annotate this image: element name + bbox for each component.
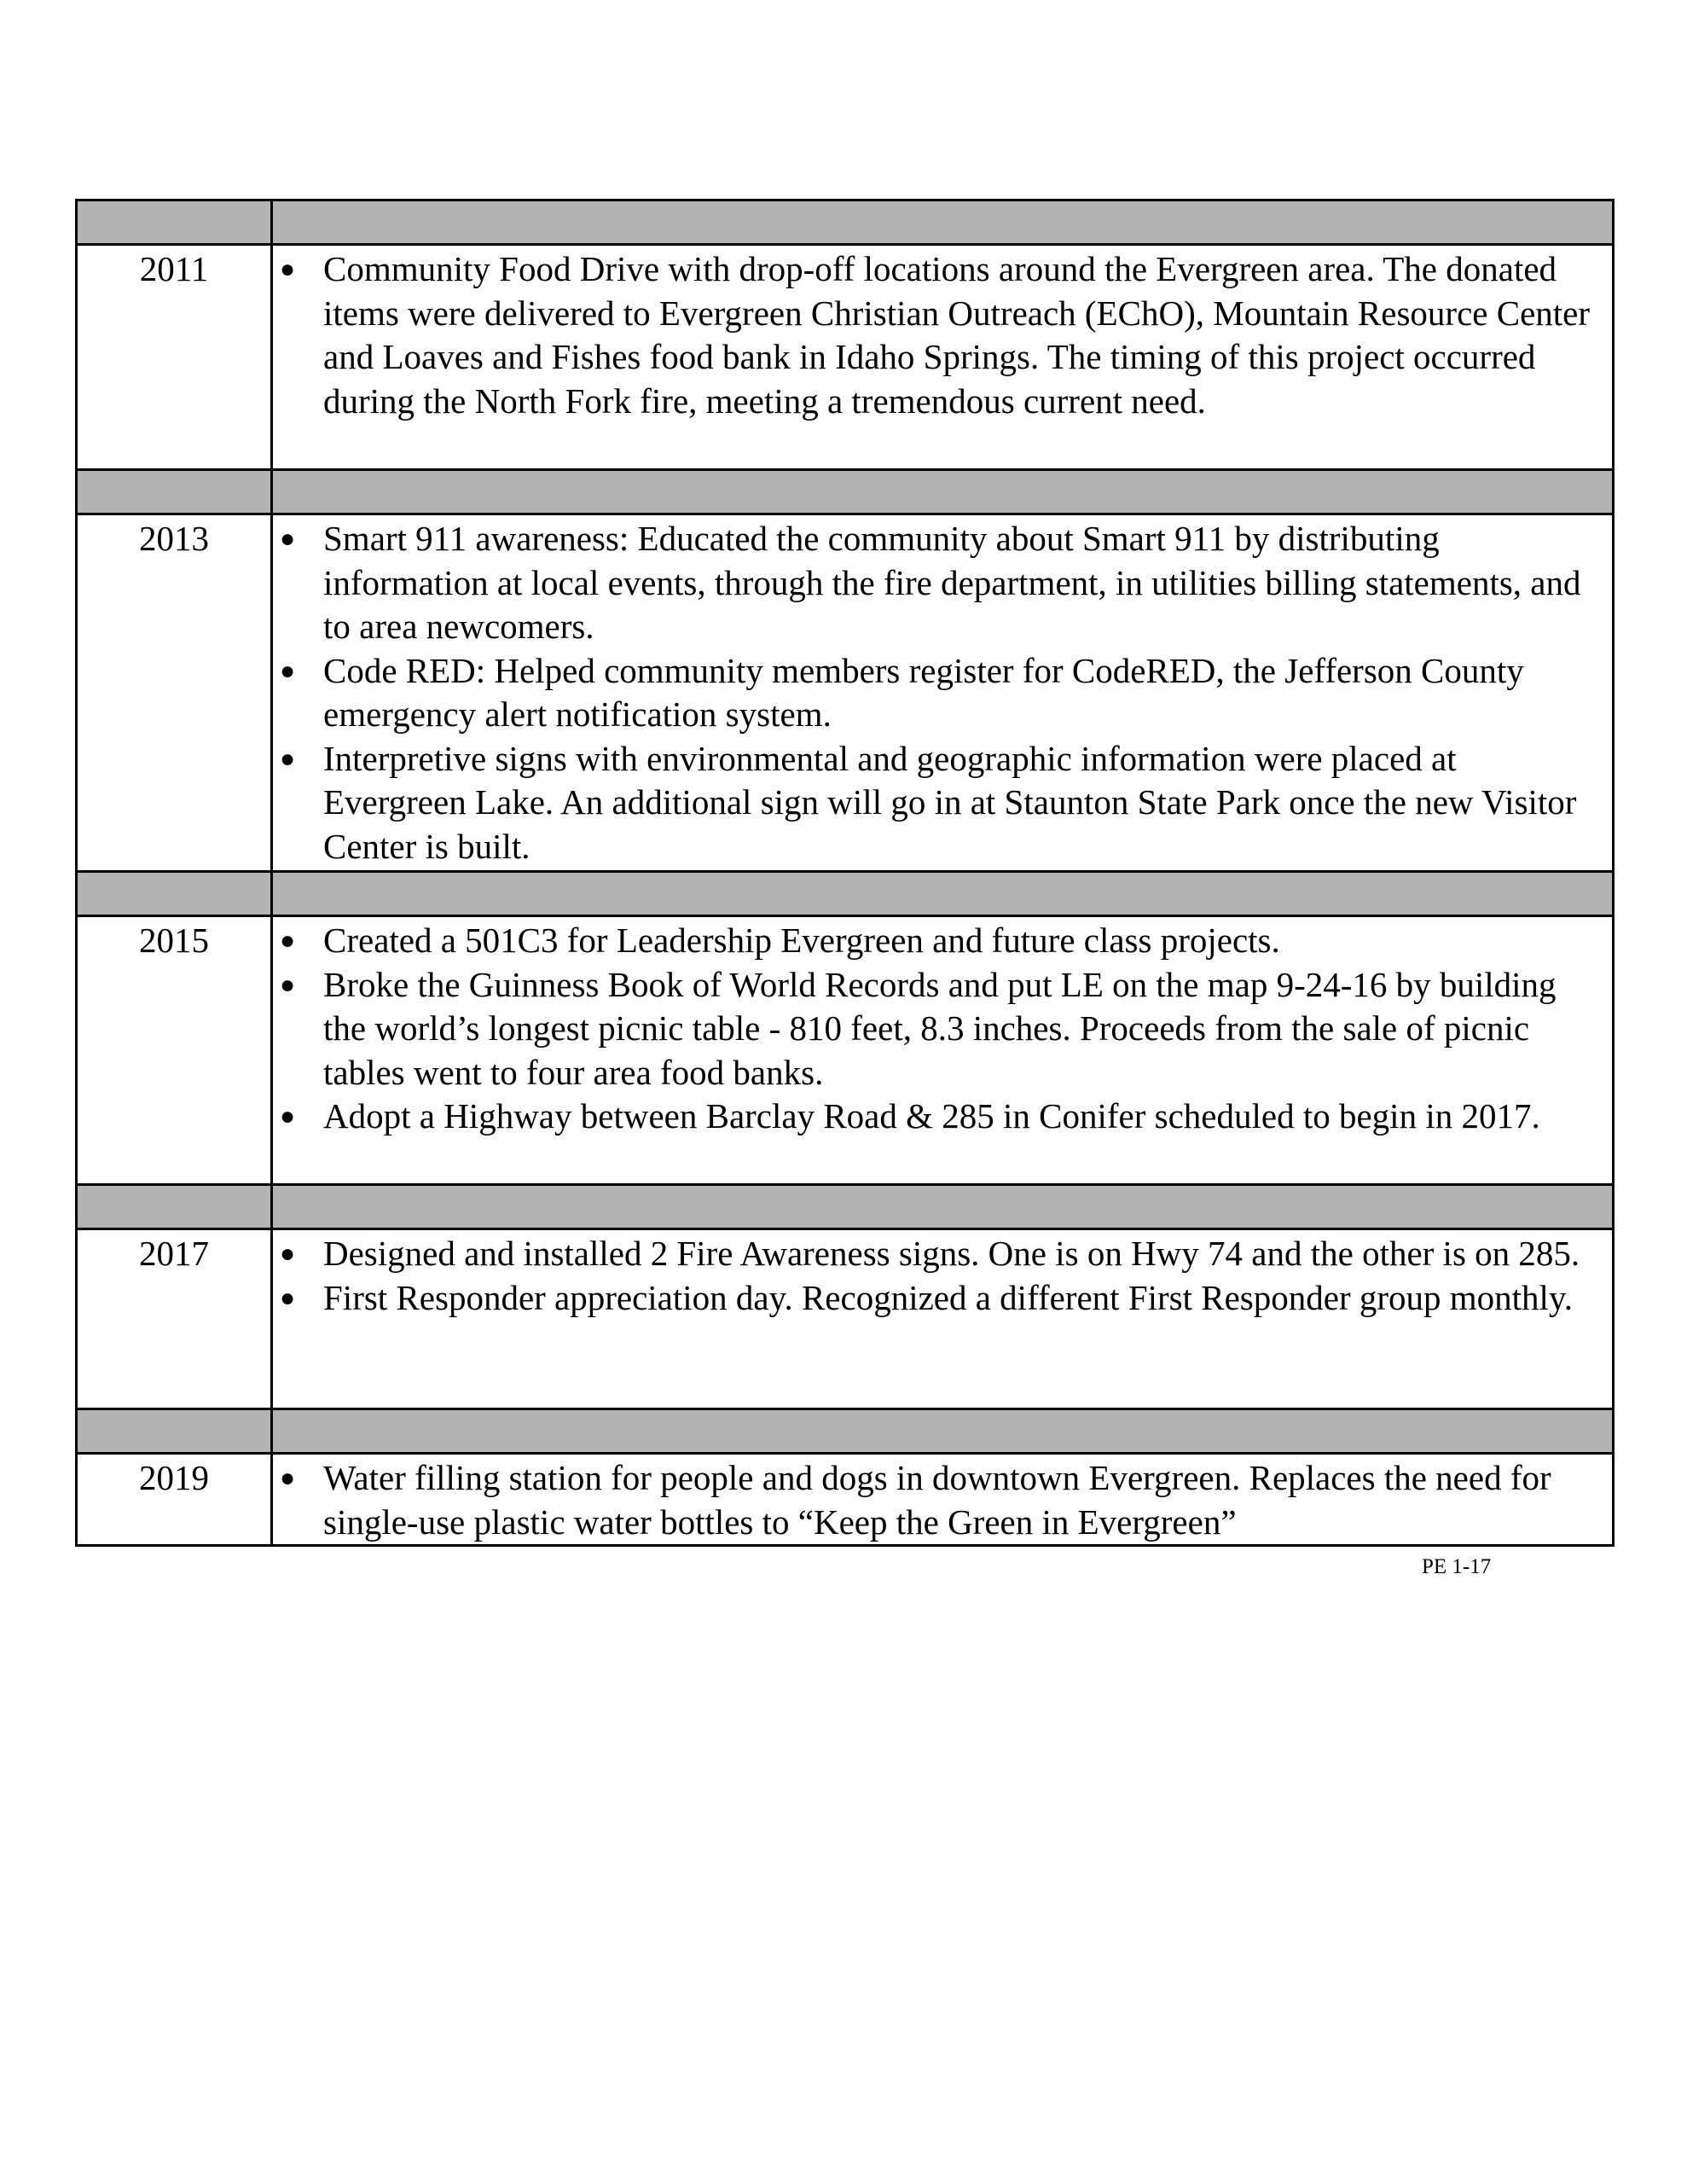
list-item xyxy=(273,649,1605,737)
bullet-icon: ● xyxy=(280,1464,296,1492)
list-item-text: Designed and installed 2 Fire Awareness signs. One is on Hwy 74 and the other is on 285. xyxy=(323,1234,1580,1273)
year-cell: 2019 xyxy=(77,1454,272,1546)
gray-separator-row xyxy=(77,872,1614,916)
table-row-2019 xyxy=(77,1454,1614,1546)
description-cell xyxy=(272,1229,1614,1409)
bullet-icon: ● xyxy=(280,1102,296,1130)
bullet-icon: ● xyxy=(280,656,296,685)
list-item-text: Broke the Guinness Book of World Records and put LE on the map 9-24-16 by building the world’s longest picnic table - 810 feet, 8.3 inches. Proceeds from the sale of picnic tables went to four area food banks. xyxy=(323,964,1557,1092)
gray-cell-desc xyxy=(272,470,1614,514)
bullet-icon: ● xyxy=(280,255,296,283)
list-item-text: Interpretive signs with environmental and geographic information were placed at Evergreen Lake. An additional sign will go in at Staunton State Park once the new Visitor Center is built. xyxy=(323,738,1577,866)
description-cell xyxy=(272,514,1614,872)
list-item-text: Created a 501C3 for Leadership Evergreen and future class projects. xyxy=(323,921,1280,960)
gray-separator-row xyxy=(77,470,1614,514)
table-row-2011 xyxy=(77,245,1614,470)
gray-cell-year xyxy=(77,872,272,916)
list-item xyxy=(273,1276,1605,1321)
year-cell: 2017 xyxy=(77,1229,272,1409)
list-item-text: Adopt a Highway between Barclay Road & 285 in Conifer scheduled to begin in 2017. xyxy=(323,1096,1540,1136)
table-row-2013 xyxy=(77,514,1614,872)
bullet-icon: ● xyxy=(280,525,296,553)
bullet-list xyxy=(273,1456,1605,1544)
gray-cell-year xyxy=(77,1409,272,1454)
list-item xyxy=(273,963,1605,1095)
list-item-text: Water filling station for people and dogs in downtown Evergreen. Replaces the need for single-use plastic water bottles to “Keep the Green in Evergreen” xyxy=(323,1458,1551,1542)
bullet-icon: ● xyxy=(280,744,296,773)
gray-cell-year xyxy=(77,200,272,245)
gray-cell-year xyxy=(77,470,272,514)
bullet-list xyxy=(273,517,1605,868)
gray-cell-desc xyxy=(272,872,1614,916)
year-cell: 2015 xyxy=(77,916,272,1185)
bullet-icon: ● xyxy=(280,1283,296,1312)
list-item-text: Smart 911 awareness: Educated the community about Smart 911 by distributing information at local events, through the fire department, in utilities billing statements, and to area newcomers. xyxy=(323,519,1581,646)
table-row-2017 xyxy=(77,1229,1614,1409)
list-item xyxy=(273,1456,1605,1544)
description-cell xyxy=(272,1454,1614,1546)
list-item xyxy=(273,517,1605,649)
table-row-2015 xyxy=(77,916,1614,1185)
list-item xyxy=(273,247,1605,423)
list-item-text: Community Food Drive with drop-off locations around the Evergreen area. The donated items were delivered to Evergreen Christian Outreach (EChO), Mountain Resource Center and Loaves and Fishes food bank in Idaho Springs. The timing of this project occurred during the North Fork fire, meeting a tremendous current need. xyxy=(323,249,1591,421)
list-item-text: First Responder appreciation day. Recognized a different First Responder group monthly. xyxy=(323,1277,1574,1317)
page-number-footer: PE 1-17 xyxy=(1422,1555,1492,1578)
bullet-list xyxy=(273,919,1605,1139)
bullet-list xyxy=(273,247,1605,423)
gray-separator-row xyxy=(77,1185,1614,1229)
gray-cell-year xyxy=(77,1185,272,1229)
gray-cell-desc xyxy=(272,1409,1614,1454)
list-item xyxy=(273,1232,1605,1276)
list-item-text: Code RED: Helped community members register for CodeRED, the Jefferson County emergency alert notification system. xyxy=(323,650,1524,734)
list-item xyxy=(273,1095,1605,1139)
description-cell xyxy=(272,245,1614,470)
gray-separator-row xyxy=(77,1409,1614,1454)
list-item xyxy=(273,919,1605,963)
description-cell xyxy=(272,916,1614,1185)
bullet-icon: ● xyxy=(280,970,296,999)
bullet-icon: ● xyxy=(280,1240,296,1268)
gray-cell-desc xyxy=(272,1185,1614,1229)
year-cell: 2011 xyxy=(77,245,272,470)
year-cell: 2013 xyxy=(77,514,272,872)
bullet-list xyxy=(273,1232,1605,1320)
bullet-icon: ● xyxy=(280,926,296,955)
projects-table xyxy=(75,199,1615,1547)
gray-cell-desc xyxy=(272,200,1614,245)
list-item xyxy=(273,737,1605,869)
gray-separator-row xyxy=(77,200,1614,245)
